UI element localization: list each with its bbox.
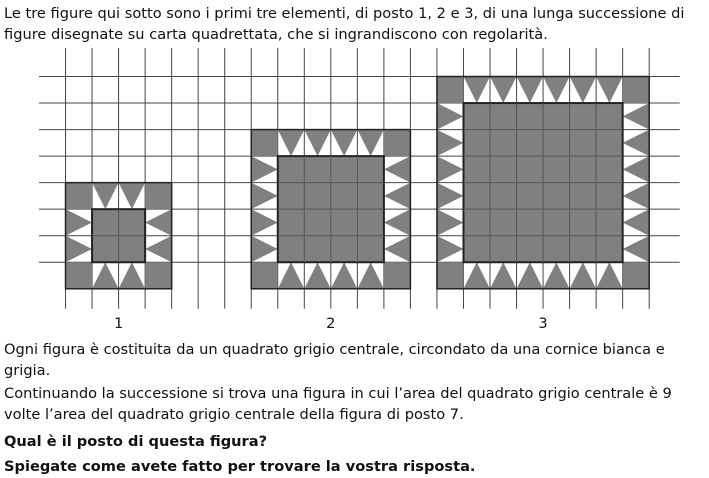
frame-corner <box>623 262 650 289</box>
frame-triangle-top <box>331 130 358 157</box>
frame-triangle-top <box>278 130 305 157</box>
figure-label-2: 2 <box>326 315 336 332</box>
description-text: Ogni figura è costituita da un quadrato grigio centrale, circondato da una cornice bianca e grigia. <box>4 341 665 379</box>
frame-triangle-right <box>623 130 650 157</box>
frame-triangle-left <box>66 236 93 263</box>
frame-corner <box>66 262 93 289</box>
frame-triangle-right <box>145 236 172 263</box>
frame-corner <box>145 262 172 289</box>
frame-triangle-left <box>66 209 93 236</box>
frame-triangle-right <box>623 209 650 236</box>
frame-triangle-top <box>570 77 597 104</box>
frame-triangle-bottom <box>278 262 305 289</box>
frame-triangle-right <box>384 183 411 210</box>
frame-corner <box>251 262 278 289</box>
frame-triangle-bottom <box>119 262 146 289</box>
intro-text: Le tre figure qui sotto sono i primi tre elementi, di posto 1, 2 e 3, di una lunga successione di figure disegnate su carta quadrettata, che si ingrandiscono con regolarità. <box>4 5 685 43</box>
frame-triangle-bottom <box>596 262 623 289</box>
frame-triangle-left <box>437 103 464 130</box>
frame-triangle-left <box>437 156 464 183</box>
frame-triangle-bottom <box>331 262 358 289</box>
frame-corner <box>384 262 411 289</box>
frame-triangle-top <box>543 77 570 104</box>
frame-triangle-bottom <box>570 262 597 289</box>
frame-triangle-left <box>437 130 464 157</box>
frame-triangle-left <box>437 236 464 263</box>
frame-triangle-left <box>251 209 278 236</box>
question-text: Qual è il posto di questa figura? <box>4 433 268 450</box>
frame-triangle-right <box>623 183 650 210</box>
frame-triangle-right <box>384 156 411 183</box>
frame-triangle-bottom <box>357 262 384 289</box>
frame-corner <box>145 183 172 210</box>
frame-triangle-right <box>384 209 411 236</box>
frame-triangle-top <box>490 77 517 104</box>
continuation-text: Continuando la successione si trova una figura in cui l’area del quadrato grigio centrale è 9 volte l’area del quadrato grigio centrale della figura di posto 7. <box>4 385 672 423</box>
frame-triangle-right <box>384 236 411 263</box>
frame-triangle-right <box>145 209 172 236</box>
frame-triangle-right <box>623 236 650 263</box>
instruction-text: Spiegate come avete fatto per trovare la vostra risposta. <box>4 458 476 475</box>
frame-triangle-top <box>517 77 544 104</box>
figure-label-1: 1 <box>113 315 124 332</box>
frame-triangle-top <box>357 130 384 157</box>
frame-triangle-bottom <box>92 262 119 289</box>
frame-triangle-right <box>623 103 650 130</box>
frame-corner <box>251 130 278 157</box>
frame-triangle-left <box>251 183 278 210</box>
frame-corner <box>623 77 650 104</box>
frame-triangle-top <box>596 77 623 104</box>
frame-corner <box>384 130 411 157</box>
frame-triangle-top <box>92 183 119 210</box>
frame-triangle-left <box>437 183 464 210</box>
frame-corner <box>437 77 464 104</box>
frame-triangle-bottom <box>304 262 331 289</box>
frame-triangle-bottom <box>463 262 490 289</box>
frame-triangle-top <box>304 130 331 157</box>
frame-triangle-bottom <box>490 262 517 289</box>
frame-triangle-bottom <box>517 262 544 289</box>
frame-triangle-left <box>437 209 464 236</box>
frame-triangle-bottom <box>543 262 570 289</box>
frame-triangle-right <box>623 156 650 183</box>
frame-triangle-left <box>251 236 278 263</box>
frame-triangle-top <box>119 183 146 210</box>
frame-triangle-left <box>251 156 278 183</box>
frame-triangle-top <box>463 77 490 104</box>
frame-corner <box>66 183 93 210</box>
figure-label-3: 3 <box>538 315 548 332</box>
frame-corner <box>437 262 464 289</box>
